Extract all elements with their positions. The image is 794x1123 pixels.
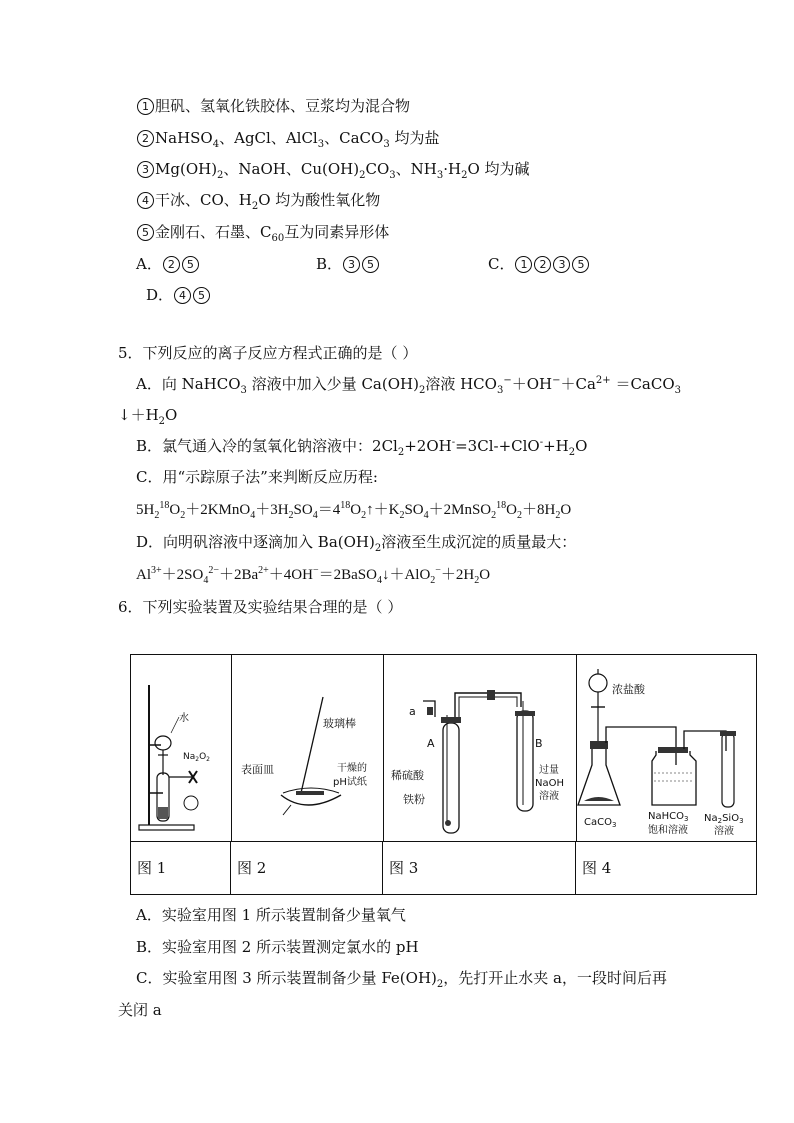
figure-3-label-tube-b: B <box>535 737 543 750</box>
figure-1-caption: 图 1 <box>131 841 231 894</box>
q4-item-1: 1 胆矾、氢氧化铁胶体、豆浆均为混合物 <box>136 96 410 116</box>
q4-option-d[interactable]: D． 4 5 <box>146 285 211 305</box>
figure-3-label-excess: 过量 <box>539 765 559 776</box>
figure-1-label-na2o2: $Na_2O_2$ <box>183 752 210 763</box>
figure-4-caption: 图 4 <box>576 841 756 894</box>
figure-3-label-tube-a: A <box>427 737 435 750</box>
q4-option-c[interactable]: C． 1 2 3 5 <box>488 254 590 274</box>
circled-number: 1 <box>137 98 154 115</box>
q5-option-a-line1[interactable]: A．向 NaHCO$_3$ 溶液中加入少量 $Ca(OH)_2$溶液 $HCO_3^-+OH^-+Ca^{2+}$ ＝CaCO$_3$ <box>136 375 682 396</box>
figure-3 <box>383 655 577 841</box>
circled-number: 2 <box>137 130 154 147</box>
figure-4-label-saturated: 饱和溶液 <box>648 825 688 836</box>
figure-2-label-ph-paper: pH试纸 <box>333 777 367 788</box>
q6-option-c-line2: 关闭 a <box>118 1001 162 1019</box>
figure-2-caption: 图 2 <box>231 841 383 894</box>
circled-number: 3 <box>137 161 154 178</box>
figure-1-label-water: 水 <box>179 713 189 724</box>
q5-option-c-equation: $5H_2^{18}O_2+2KMnO_4+3H_2SO_4=4^{18}O_2↑+K_2SO_4+2MnSO_2^{18}O_2+8H_2O$ <box>136 500 572 521</box>
figure-4 <box>576 655 756 841</box>
figure-3-label-acid: 稀硫酸 <box>391 769 424 782</box>
figure-2-label-watch-glass: 表面皿 <box>241 763 274 776</box>
figure-4-label-solution: 溶液 <box>714 826 734 837</box>
figure-2-label-dry: 干燥的 <box>337 763 367 774</box>
figure-3-caption: 图 3 <box>383 841 576 894</box>
figure-3-label-a: a <box>409 705 416 718</box>
q6-stem: 6．下列实验装置及实验结果合理的是（ ） <box>118 598 403 616</box>
q4-option-b[interactable]: B． 3 5 <box>316 254 380 274</box>
figure-4-label-hcl: 浓盐酸 <box>612 683 645 696</box>
q6-option-b[interactable]: B．实验室用图 2 所示装置测定氯水的 pH <box>136 938 419 956</box>
figure-2-label-glass-rod: 玻璃棒 <box>323 717 356 730</box>
figure-3-label-iron: 铁粉 <box>403 793 425 806</box>
figure-3-label-solution: 溶液 <box>539 791 559 802</box>
q6-option-c-line1[interactable]: C．实验室用图 3 所示装置制备少量 $Fe(OH)_2$，先打开止水夹 a，一段时间后再 <box>136 969 667 990</box>
q5-stem: 5．下列反应的离子反应方程式正确的是（ ） <box>118 344 418 362</box>
q4-item-2: 2 NaHSO$_4$、AgCl、AlCl$_3$、CaCO$_3$ 均为盐 <box>136 128 439 148</box>
q4-item-4: 4 干冰、CO、$H_2O$ 均为酸性氧化物 <box>136 190 380 210</box>
q4-option-a[interactable]: A． 2 5 <box>136 254 200 274</box>
q5-option-b[interactable]: B．氯气通入冷的氢氧化钠溶液中：$2Cl_2+2OH^-=3Cl-+ClO^-+H_2O$ <box>136 437 588 458</box>
figure-4-label-na2sio3: $Na_2SiO_3$ <box>704 813 744 825</box>
q4-item-5: 5 金刚石、石墨、$C_{60}$互为同素异形体 <box>136 222 389 242</box>
figure-4-label-caco3: CaCO$_3$ <box>584 817 617 829</box>
figure-table <box>130 654 757 895</box>
figure-3-label-naoh: NaOH <box>535 778 564 789</box>
circled-number: 5 <box>137 224 154 241</box>
circled-number: 4 <box>137 192 154 209</box>
figure-4-label-nahco3: NaHCO$_3$ <box>648 811 689 823</box>
q5-option-c[interactable]: C．用“示踪原子法”来判断反应历程: <box>136 468 378 486</box>
figure-2 <box>231 655 384 841</box>
q4-item-3: 3 $Mg(OH)_2$、NaOH、$Cu(OH)_2CO_3$、$NH_3\cdot H_2O$ 均为碱 <box>136 159 530 179</box>
q5-option-d[interactable]: D．向明矾溶液中逐滴加入 $Ba(OH)_2$溶液至生成沉淀的质量最大： <box>136 533 577 554</box>
q6-option-a[interactable]: A．实验室用图 1 所示装置制备少量氧气 <box>136 906 406 924</box>
q5-option-a-line2: $↓+H_2O$ <box>118 406 178 427</box>
figure-1 <box>131 655 232 841</box>
q5-option-d-equation: $Al^{3+}+2SO_4^{2-}+2Ba^{2+}+4OH^-=2BaSO_4↓+AlO_2^-+2H_2O$ <box>136 565 491 586</box>
